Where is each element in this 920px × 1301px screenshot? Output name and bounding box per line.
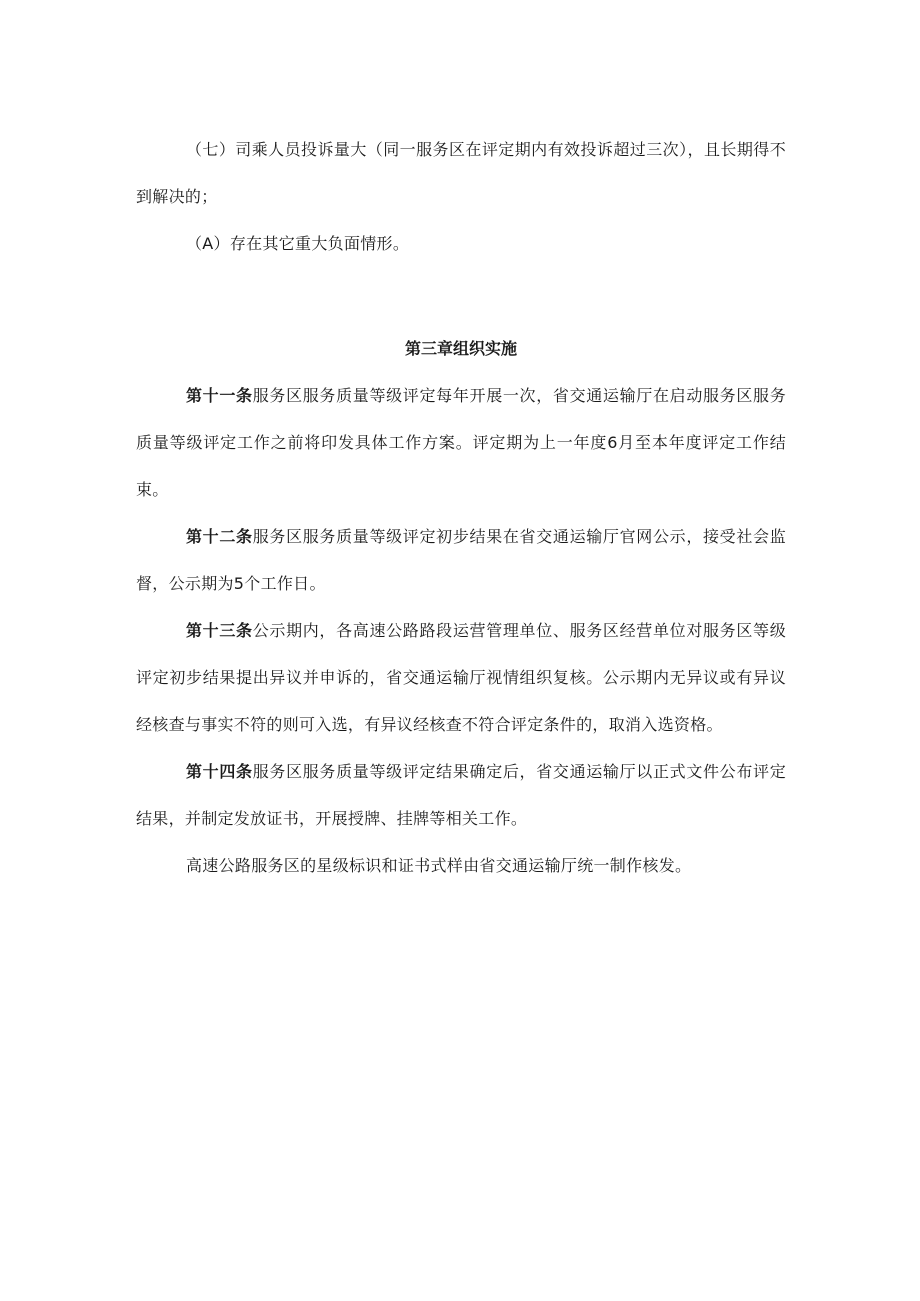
article-label: 第十一条 — [186, 386, 253, 405]
list-item-a: （A）存在其它重大负面情形。 — [186, 234, 410, 253]
chapter-title: 第三章组织实施 — [404, 339, 517, 358]
article-text: 服务区服务质量等级评定结果确定后，省交通运输厅以正式文件公布评定结果，并制定发放证书，开展授牌、挂牌等相关工作。 — [136, 762, 786, 828]
document-body — [136, 126, 786, 889]
article-text: 公示期内，各高速公路路段运营管理单位、服务区经营单位对服务区等级评定初步结果提出异议并申诉的，省交通运输厅视情组织复核。公示期内无异议或有异议经核查与事实不符的则可入选，有异议经核查不符合评定条件的，取消入选资格。 — [136, 621, 786, 734]
article-label: 第十二条 — [186, 527, 253, 546]
article-12 — [136, 513, 786, 607]
article-label: 第十四条 — [186, 762, 253, 781]
article-14 — [136, 748, 786, 842]
article-text: 服务区服务质量等级评定初步结果在省交通运输厅官网公示，接受社会监督，公示期为5个工作日。 — [136, 527, 786, 593]
article-11 — [136, 372, 786, 513]
closing-paragraph: 高速公路服务区的星级标识和证书式样由省交通运输厅统一制作核发。 — [186, 856, 692, 875]
article-text: 服务区服务质量等级评定每年开展一次，省交通运输厅在启动服务区服务质量等级评定工作之前将印发具体工作方案。评定期为上一年度6月至本年度评定工作结束。 — [136, 386, 786, 499]
article-label: 第十三条 — [186, 621, 253, 640]
list-item-seven: （七）司乘人员投诉量大（同一服务区在评定期内有效投诉超过三次），且长期得不到解决的； — [136, 140, 786, 206]
article-13 — [136, 607, 786, 748]
